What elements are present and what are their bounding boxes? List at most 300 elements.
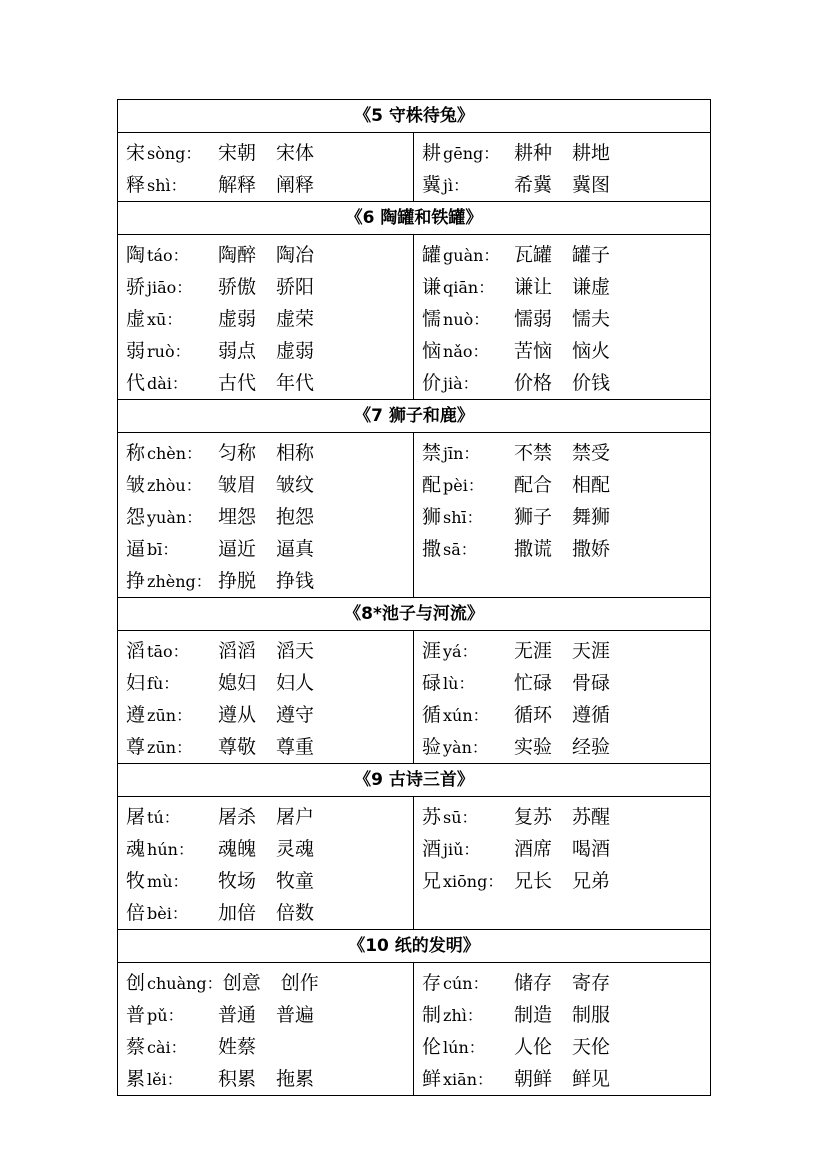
- example-word: 姓蔡: [218, 1035, 257, 1058]
- character: 逼: [126, 537, 146, 560]
- example-word: 阐释: [276, 173, 315, 196]
- entry-head: [126, 968, 223, 995]
- section-title-row: [118, 202, 711, 235]
- section-body-row: [118, 235, 711, 400]
- entry-head: [422, 336, 514, 363]
- example-word: 创作: [280, 971, 319, 994]
- example-word: 加倍: [218, 901, 257, 924]
- separator: ：: [468, 1037, 485, 1057]
- separator: ：: [467, 475, 484, 495]
- separator: ：: [171, 373, 188, 393]
- example-word: 耕种: [514, 141, 553, 164]
- vocab-entry: [118, 697, 413, 729]
- separator: ：: [472, 705, 489, 725]
- example-word: 普通: [218, 1003, 257, 1026]
- vocab-entry: [414, 665, 710, 697]
- lesson-title: 《9 古诗三首》: [118, 764, 711, 797]
- vocab-entry: [414, 799, 710, 831]
- separator: ：: [186, 443, 203, 463]
- character: 罐: [422, 243, 442, 266]
- example-word: 朝鲜: [514, 1067, 553, 1090]
- example-word: 埋怨: [218, 505, 257, 528]
- character: 魂: [126, 837, 146, 860]
- example-word: 苏醒: [572, 805, 611, 828]
- example-word: 宋体: [276, 141, 315, 164]
- separator: ：: [185, 143, 202, 163]
- vocab-entry: [414, 1029, 710, 1061]
- pinyin: bèi: [147, 903, 172, 923]
- entry-head: [126, 668, 218, 695]
- separator: ：: [461, 641, 478, 661]
- vocab-entry: [414, 301, 710, 333]
- example-word: 解释: [218, 173, 257, 196]
- separator: ：: [170, 1037, 187, 1057]
- entry-head: [126, 732, 218, 759]
- example-word: 狮子: [514, 505, 553, 528]
- separator: ：: [463, 443, 480, 463]
- example-word: 撒谎: [514, 537, 553, 560]
- example-word: 撒娇: [572, 537, 611, 560]
- example-word: 抱怨: [276, 505, 315, 528]
- character: 挣: [126, 569, 146, 592]
- character: 冀: [422, 173, 442, 196]
- pinyin: sā: [443, 539, 461, 559]
- separator: ：: [487, 871, 504, 891]
- character: 虚: [126, 307, 146, 330]
- character: 怨: [126, 505, 146, 528]
- example-word: 尊敬: [218, 735, 257, 758]
- pinyin: xiān: [443, 1069, 477, 1089]
- separator: ：: [471, 737, 488, 757]
- pinyin: mù: [147, 871, 173, 891]
- entry-head: [126, 700, 218, 727]
- entry-head: [422, 834, 514, 861]
- entry-head: [422, 534, 514, 561]
- example-word: 骄阳: [276, 275, 315, 298]
- vocab-entry: [414, 997, 710, 1029]
- entry-head: [422, 802, 514, 829]
- example-word: 遵循: [572, 703, 611, 726]
- example-word: 尊重: [276, 735, 315, 758]
- pinyin: zhèng: [147, 571, 196, 591]
- separator: ：: [166, 309, 183, 329]
- example-word: 虚荣: [276, 307, 315, 330]
- example-word: 懦弱: [514, 307, 553, 330]
- pinyin: xún: [443, 705, 473, 725]
- pinyin: jià: [443, 373, 463, 393]
- example-word: 滔滔: [218, 639, 257, 662]
- lesson-title: 《7 狮子和鹿》: [118, 400, 711, 433]
- pinyin: lún: [443, 1037, 469, 1057]
- entry-head: [126, 438, 218, 465]
- vocab-entry: [414, 135, 710, 167]
- vocab-entry: [118, 365, 413, 397]
- example-word: 滔天: [276, 639, 315, 662]
- example-word: 苦恼: [514, 339, 553, 362]
- character: 代: [126, 371, 146, 394]
- section-title-row: [118, 100, 711, 133]
- example-word: 经验: [572, 735, 611, 758]
- vocab-entry: [414, 965, 710, 997]
- example-word: 相配: [572, 473, 611, 496]
- example-word: 倍数: [276, 901, 315, 924]
- example-word: 创意: [222, 971, 261, 994]
- separator: ：: [170, 175, 187, 195]
- example-word: 忙碌: [514, 671, 553, 694]
- left-column: [118, 631, 414, 764]
- example-word: 寄存: [572, 971, 611, 994]
- entry-head: [422, 1000, 514, 1027]
- separator: ：: [163, 807, 180, 827]
- example-word: 实验: [514, 735, 553, 758]
- example-word: 挣脱: [218, 569, 257, 592]
- example-word: 无涯: [514, 639, 553, 662]
- character: 禁: [422, 441, 442, 464]
- pinyin: jiāo: [147, 277, 177, 297]
- vocabulary-sheet: [117, 99, 710, 1096]
- separator: ：: [458, 673, 475, 693]
- entry-head: [126, 304, 218, 331]
- left-column: [118, 235, 414, 400]
- vocab-entry: [118, 499, 413, 531]
- left-column: [118, 133, 414, 202]
- character: 创: [126, 971, 146, 994]
- vocab-entry: [118, 269, 413, 301]
- right-column: [414, 631, 711, 764]
- example-word: 挣钱: [276, 569, 315, 592]
- separator: ：: [163, 673, 180, 693]
- vocab-entry: [118, 965, 413, 997]
- vocab-entry: [414, 435, 710, 467]
- vocab-entry: [118, 895, 413, 927]
- section-body-row: [118, 631, 711, 764]
- character: 制: [422, 1003, 442, 1026]
- entry-head: [422, 636, 514, 663]
- vocab-entry: [414, 697, 710, 729]
- pinyin: guàn: [443, 245, 484, 265]
- example-word: 屠户: [276, 805, 315, 828]
- separator: ：: [462, 373, 479, 393]
- lesson-title: 《8*池子与河流》: [118, 598, 711, 631]
- separator: ：: [166, 1069, 183, 1089]
- section-body-row: [118, 433, 711, 598]
- vocab-entry: [118, 333, 413, 365]
- entry-head: [126, 866, 218, 893]
- character: 苏: [422, 805, 442, 828]
- character: 遵: [126, 703, 146, 726]
- entry-head: [126, 898, 218, 925]
- separator: ：: [466, 1005, 483, 1025]
- separator: ：: [174, 341, 191, 361]
- character: 普: [126, 1003, 146, 1026]
- entry-head: [422, 138, 514, 165]
- pinyin: sū: [443, 807, 462, 827]
- entry-head: [422, 866, 514, 893]
- example-word: 人伦: [514, 1035, 553, 1058]
- example-word: 皱眉: [218, 473, 257, 496]
- character: 存: [422, 971, 442, 994]
- example-word: 耕地: [572, 141, 611, 164]
- lesson-title: 《5 守株待兔》: [118, 100, 711, 133]
- entry-head: [422, 700, 514, 727]
- separator: ：: [472, 973, 489, 993]
- vocab-entry: [118, 633, 413, 665]
- right-column: [414, 963, 711, 1096]
- pinyin: nuò: [443, 309, 474, 329]
- entry-head: [126, 272, 218, 299]
- left-column: [118, 433, 414, 598]
- example-word: 配合: [514, 473, 553, 496]
- vocab-entry: [414, 237, 710, 269]
- separator: ：: [483, 143, 500, 163]
- vocab-entry: [414, 167, 710, 199]
- entry-head: [422, 968, 514, 995]
- character: 兄: [422, 869, 442, 892]
- example-word: 罐子: [572, 243, 611, 266]
- pinyin: bī: [147, 539, 163, 559]
- vocab-entry: [414, 831, 710, 863]
- entry-head: [126, 502, 218, 529]
- section-title-row: [118, 930, 711, 963]
- example-word: 复苏: [514, 805, 553, 828]
- lesson-title: 《6 陶罐和铁罐》: [118, 202, 711, 235]
- separator: ：: [463, 839, 480, 859]
- section-body-row: [118, 963, 711, 1096]
- entry-head: [422, 668, 514, 695]
- character: 倍: [126, 901, 146, 924]
- pinyin: lù: [443, 673, 459, 693]
- example-word: 牧童: [276, 869, 315, 892]
- vocab-entry: [118, 237, 413, 269]
- section-title-row: [118, 598, 711, 631]
- pinyin: qiān: [443, 277, 479, 297]
- vocab-entry: [118, 1029, 413, 1061]
- pinyin: yá: [443, 641, 462, 661]
- example-word: 逼真: [276, 537, 315, 560]
- example-word: 酒席: [514, 837, 553, 860]
- character: 价: [422, 371, 442, 394]
- example-word: 价钱: [572, 371, 611, 394]
- character: 伦: [422, 1035, 442, 1058]
- character: 谦: [422, 275, 442, 298]
- entry-head: [422, 470, 514, 497]
- character: 耕: [422, 141, 442, 164]
- pinyin: jīn: [443, 443, 464, 463]
- pinyin: shì: [147, 175, 171, 195]
- pinyin: táo: [147, 245, 173, 265]
- vocab-entry: [414, 863, 710, 895]
- character: 屠: [126, 805, 146, 828]
- vocab-entry: [414, 531, 710, 563]
- pinyin: yàn: [443, 737, 472, 757]
- pinyin: xiōng: [443, 871, 488, 891]
- right-column: [414, 797, 711, 930]
- entry-head: [422, 368, 514, 395]
- pinyin: zhòu: [147, 475, 186, 495]
- pinyin: chèn: [147, 443, 187, 463]
- pinyin: fù: [147, 673, 164, 693]
- pinyin: hún: [147, 839, 178, 859]
- character: 尊: [126, 735, 146, 758]
- vocab-entry: [414, 633, 710, 665]
- pinyin: pèi: [443, 475, 468, 495]
- character: 陶: [126, 243, 146, 266]
- separator: ：: [162, 539, 179, 559]
- entry-head: [422, 438, 514, 465]
- example-word: 皱纹: [276, 473, 315, 496]
- example-word: 相称: [276, 441, 315, 464]
- vocabulary-table-body: [118, 100, 711, 1096]
- example-word: 虚弱: [218, 307, 257, 330]
- pinyin: lěi: [147, 1069, 167, 1089]
- character: 骄: [126, 275, 146, 298]
- vocab-entry: [414, 499, 710, 531]
- entry-head: [126, 1032, 218, 1059]
- example-word: 瓦罐: [514, 243, 553, 266]
- separator: ：: [453, 175, 470, 195]
- lesson-title: 《10 纸的发明》: [118, 930, 711, 963]
- vocab-entry: [118, 1061, 413, 1093]
- pinyin: tāo: [147, 641, 173, 661]
- example-word: 兄长: [514, 869, 553, 892]
- example-word: 媳妇: [218, 671, 257, 694]
- example-word: 天伦: [572, 1035, 611, 1058]
- example-word: 妇人: [276, 671, 315, 694]
- entry-head: [126, 802, 218, 829]
- character: 循: [422, 703, 442, 726]
- separator: ：: [460, 539, 477, 559]
- vocab-entry: [118, 729, 413, 761]
- example-word: 循环: [514, 703, 553, 726]
- pinyin: ruò: [147, 341, 175, 361]
- example-word: 谦虚: [572, 275, 611, 298]
- pinyin: yuàn: [147, 507, 187, 527]
- character: 撒: [422, 537, 442, 560]
- vocab-entry: [118, 831, 413, 863]
- vocab-entry: [414, 333, 710, 365]
- example-word: 制造: [514, 1003, 553, 1026]
- character: 累: [126, 1067, 146, 1090]
- entry-head: [126, 1064, 218, 1091]
- vocab-entry: [414, 1061, 710, 1093]
- vocab-entry: [118, 563, 413, 595]
- character: 酒: [422, 837, 442, 860]
- character: 弱: [126, 339, 146, 362]
- separator: ：: [176, 277, 193, 297]
- character: 碌: [422, 671, 442, 694]
- entry-head: [422, 272, 514, 299]
- section-title-row: [118, 400, 711, 433]
- character: 宋: [126, 141, 146, 164]
- pinyin: gēng: [443, 143, 484, 163]
- separator: ：: [172, 245, 189, 265]
- separator: ：: [177, 839, 194, 859]
- pinyin: cún: [443, 973, 473, 993]
- example-word: 牧场: [218, 869, 257, 892]
- separator: ：: [172, 641, 189, 661]
- pinyin: cài: [147, 1037, 171, 1057]
- separator: ：: [466, 507, 483, 527]
- example-word: 拖累: [276, 1067, 315, 1090]
- entry-head: [126, 534, 218, 561]
- character: 牧: [126, 869, 146, 892]
- vocab-entry: [118, 665, 413, 697]
- entry-head: [422, 732, 514, 759]
- left-column: [118, 963, 414, 1096]
- example-word: 价格: [514, 371, 553, 394]
- separator: ：: [171, 903, 188, 923]
- entry-head: [126, 566, 218, 593]
- character: 释: [126, 173, 146, 196]
- example-word: 兄弟: [572, 869, 611, 892]
- separator: ：: [461, 807, 478, 827]
- vocab-entry: [414, 269, 710, 301]
- example-word: 储存: [514, 971, 553, 994]
- character: 恼: [422, 339, 442, 362]
- example-word: 虚弱: [276, 339, 315, 362]
- entry-head: [422, 502, 514, 529]
- pinyin: zhì: [443, 1005, 467, 1025]
- pinyin: xū: [147, 309, 167, 329]
- vocab-entry: [118, 467, 413, 499]
- right-column: [414, 133, 711, 202]
- vocab-entry: [118, 435, 413, 467]
- separator: ：: [167, 1005, 184, 1025]
- example-word: 遵守: [276, 703, 315, 726]
- pinyin: zūn: [147, 705, 177, 725]
- separator: ：: [477, 1069, 494, 1089]
- entry-head: [126, 368, 218, 395]
- vocab-entry: [414, 729, 710, 761]
- separator: ：: [176, 737, 193, 757]
- example-word: 不禁: [514, 441, 553, 464]
- character: 妇: [126, 671, 146, 694]
- pinyin: shī: [443, 507, 467, 527]
- example-word: 古代: [218, 371, 257, 394]
- pinyin: chuàng: [147, 973, 207, 993]
- entry-head: [422, 304, 514, 331]
- example-word: 屠杀: [218, 805, 257, 828]
- entry-head: [126, 1000, 218, 1027]
- pinyin: jiǔ: [443, 839, 464, 859]
- separator: ：: [185, 475, 202, 495]
- pinyin: zūn: [147, 737, 177, 757]
- example-word: 希冀: [514, 173, 553, 196]
- separator: ：: [478, 277, 495, 297]
- example-word: 制服: [572, 1003, 611, 1026]
- example-word: 谦让: [514, 275, 553, 298]
- entry-head: [126, 170, 218, 197]
- example-word: 弱点: [218, 339, 257, 362]
- entry-head: [422, 1032, 514, 1059]
- example-word: 普遍: [276, 1003, 315, 1026]
- example-word: 宋朝: [218, 141, 257, 164]
- example-word: 舞狮: [572, 505, 611, 528]
- character: 蔡: [126, 1035, 146, 1058]
- example-word: 禁受: [572, 441, 611, 464]
- character: 滔: [126, 639, 146, 662]
- example-word: 魂魄: [218, 837, 257, 860]
- example-word: 年代: [276, 371, 315, 394]
- example-word: 匀称: [218, 441, 257, 464]
- character: 鲜: [422, 1067, 442, 1090]
- character: 配: [422, 473, 442, 496]
- example-word: 积累: [218, 1067, 257, 1090]
- entry-head: [422, 170, 514, 197]
- character: 皱: [126, 473, 146, 496]
- vocab-entry: [118, 167, 413, 199]
- section-body-row: [118, 133, 711, 202]
